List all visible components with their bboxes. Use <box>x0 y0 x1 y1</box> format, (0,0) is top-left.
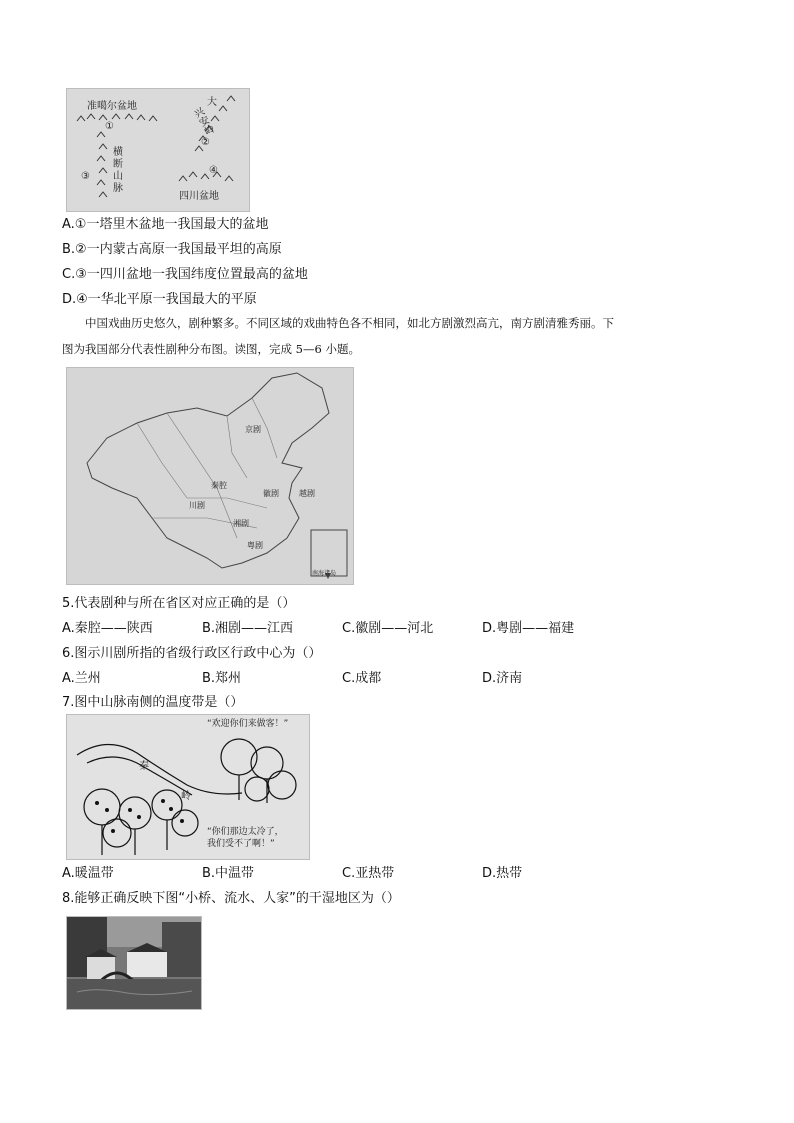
q4-option-a: A.①一塔里木盆地一我国最大的盆地 <box>62 217 269 232</box>
q6-option-c: C.成都 <box>342 671 382 686</box>
label-qin: 秦 <box>139 761 149 772</box>
opera-distribution-map <box>66 367 354 585</box>
q4-option-c: C.③一四川盆地一我国纬度位置最高的盆地 <box>62 267 308 282</box>
label-circle-1: ① <box>105 121 114 132</box>
label-da: 大 <box>207 97 217 108</box>
landform-sketch-figure <box>66 88 250 212</box>
q5-stem: 5.代表剧种与所在省区对应正确的是（） <box>62 596 296 611</box>
label-huiju: 徽剧 <box>263 489 279 498</box>
q6-option-d: D.济南 <box>482 671 523 686</box>
label-yueju-zhejiang: 越剧 <box>299 489 315 498</box>
label-qinqiang: 秦腔 <box>211 481 227 490</box>
qinling-cartoon-figure <box>66 714 310 860</box>
water-town-photo <box>66 916 202 1010</box>
label-jingju: 京剧 <box>245 425 261 434</box>
label-ling: 岭 <box>181 791 191 802</box>
label-shan: 山 <box>113 171 123 182</box>
q7-stem: 7.图中山脉南侧的温度带是（） <box>62 695 244 710</box>
q6-option-a: A.兰州 <box>62 671 101 686</box>
label-heng: 横 <box>113 147 123 158</box>
label-xinganling: 兴安岭 <box>190 106 215 138</box>
label-sichuan-basin: 四川盆地 <box>179 191 219 202</box>
q8-stem: 8.能够正确反映下图“小桥、流水、人家”的干湿地区为（） <box>62 891 400 906</box>
q4-option-b: B.②一内蒙古高原一我国最平坦的高原 <box>62 242 282 257</box>
q6-stem: 6.图示川剧所指的省级行政区行政中心为（） <box>62 646 322 661</box>
q5-option-c: C.徽剧——河北 <box>342 621 434 636</box>
label-yueju-guangdong: 粤剧 <box>247 541 263 550</box>
label-xiangju: 湘剧 <box>233 519 249 528</box>
china-outline <box>67 368 353 584</box>
passage-line-2: 图为我国部分代表性剧种分布图。读图，完成 5—6 小题。 <box>62 342 360 356</box>
label-junggar-basin: 准噶尔盆地 <box>87 101 137 112</box>
passage-line-1: 中国戏曲历史悠久，剧种繁多。不同区域的戏曲特色各不相同，如北方剧激烈高亢，南方剧清雅秀丽。下 <box>85 316 614 330</box>
label-duan: 断 <box>113 159 123 170</box>
label-circle-3: ③ <box>81 171 90 182</box>
bubble-top-welcome: “欢迎你们来做客！” <box>207 719 289 729</box>
q4-option-d: D.④一华北平原一我国最大的平原 <box>62 292 257 307</box>
q5-option-a: A.秦腔——陕西 <box>62 621 153 636</box>
q7-option-d: D.热带 <box>482 866 523 881</box>
label-inset-south-sea: 南海诸岛 <box>312 570 337 577</box>
passage <box>62 310 732 362</box>
bubble-bottom-line-1: “你们那边太冷了， <box>207 827 284 837</box>
q7-option-c: C.亚热带 <box>342 866 395 881</box>
q7-option-b: B.中温带 <box>202 866 255 881</box>
label-chuanju: 川剧 <box>189 501 205 510</box>
bubble-bottom-line-2: 我们受不了啊！” <box>207 839 275 849</box>
q6-option-b: B.郑州 <box>202 671 242 686</box>
label-circle-2: ② <box>201 137 210 148</box>
label-mai: 脉 <box>113 183 123 194</box>
photo-drawing <box>67 917 201 1009</box>
q5-option-b: B.湘剧——江西 <box>202 621 294 636</box>
q7-option-a: A.暖温带 <box>62 866 114 881</box>
label-circle-4: ④ <box>209 165 218 176</box>
q5-option-d: D.粤剧——福建 <box>482 621 575 636</box>
